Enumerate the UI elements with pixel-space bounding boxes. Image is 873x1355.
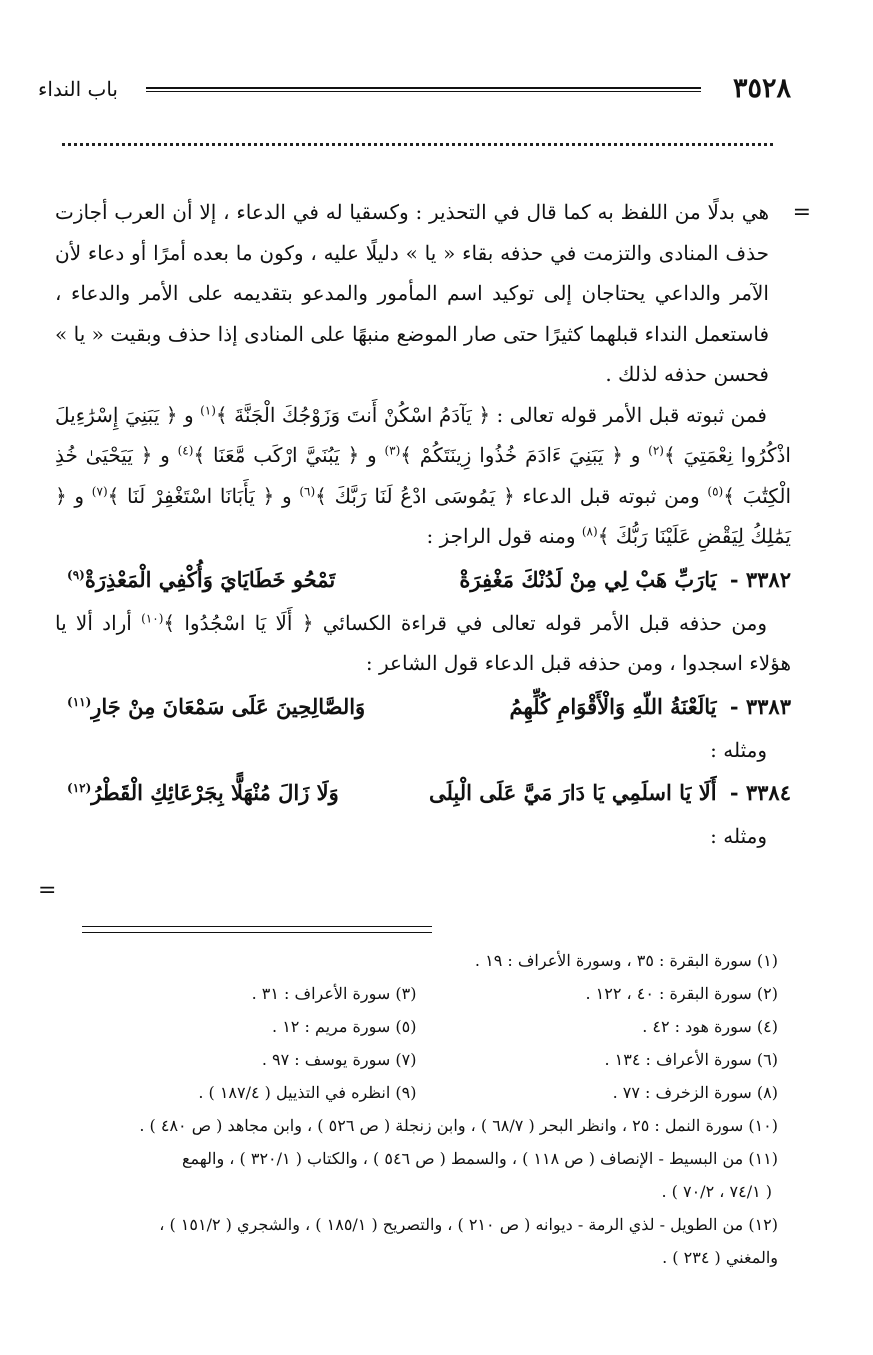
footnote-ref: (٥): [707, 483, 724, 498]
continuation-mark: =: [792, 200, 811, 225]
hemistich-2: وَلَا زَالَ مُنْهَلًّا بِجَرْعَائِكِ الْقَطْرُ: [91, 780, 339, 805]
footnote-7: (٧) سورة يوسف : ٩٧ .: [261, 1050, 417, 1069]
text-run: و ﴿ يَبَنِيَ ءَادَمَ خُذُوا زِينَتَكُمْ ﴾: [400, 443, 649, 467]
dotted-separator: [62, 143, 773, 146]
footnote-ref: (٨): [581, 524, 598, 539]
header-rule: [146, 87, 701, 92]
verse-3382: [55, 559, 791, 601]
verse-3383: [55, 686, 791, 728]
footnote-ref: (١٠): [141, 610, 164, 625]
verse-number: ٣٣٨٢ -: [729, 566, 791, 592]
mithluh-label-1: ومثله :: [710, 737, 767, 762]
text-run: و ﴿ يَبُنَيَّ ارْكَب مَّعَنَا ﴾: [193, 443, 385, 467]
hemistich-1: يَارَبِّ هَبْ لِي مِنْ لَدُنْكَ مَغْفِرَةْ: [459, 566, 717, 592]
verse-second-half: [55, 772, 339, 814]
footnote-row: [55, 1010, 778, 1043]
footnote-9: (٩) انظره في التذييل ( ١٨٧/٤ ) .: [198, 1083, 417, 1102]
footnote-rule-second: [82, 932, 432, 933]
footnote-ref: (٧): [91, 483, 108, 498]
footnote-row: [55, 1076, 778, 1109]
running-header: [38, 72, 791, 108]
hemistich-1: أَلَا يَا اسلَمِي يَا دَارَ مَيَّ عَلَى الْبِلَى: [428, 780, 717, 805]
text-run: ومن حذفه قبل الأمر قوله تعالى في قراءة الكسائي ﴿ أَلَا يَا اسْجُدُوا ﴾: [163, 610, 767, 635]
verse-first-half: [365, 686, 791, 728]
mithluh-label-2: ومثله :: [710, 824, 767, 848]
verse-3384: [55, 772, 791, 814]
text-run: و ﴿ يَأَبَانَا اسْتَغْفِرْ لَنَا ﴾: [107, 483, 300, 508]
chapter-title: باب النداء: [38, 77, 118, 101]
paragraph-3: [55, 603, 791, 684]
footnote-ref: (٩): [67, 567, 85, 582]
footnote-rule: [82, 926, 432, 927]
footnote-row: [55, 1043, 778, 1076]
text-run: و ﴿ يَمَٰلِكُ لِيَقْضِ عَلَيْنَا رَبُّكَ ﴾: [55, 483, 791, 548]
footnote-6: (٦) سورة الأعراف : ١٣٤ .: [604, 1050, 778, 1069]
verse-second-half: [55, 686, 365, 728]
verse-first-half: [339, 772, 791, 814]
paragraph-1: هي بدلًا من اللفظ به كما قال في التحذير : وكسقيا له في الدعاء ، إلا أن العرب أجازت حذف المنادى والتزمت في حذفه بقاء « يا » دليلًا عليه ، وكون ما بعده أمرًا أو دعاء لأن الآمر والداعي يحتاجان إلى توكيد اسم المأمور والمدعو بتقديمه على الأمر والدعاء ، فاستعمل النداء قبلهما كثيرًا حتى صار الموضع منبهًا على المنادى إذا حذف وبقيت « يا » فحسن حذفه لذلك .: [55, 200, 769, 386]
continuation-mark-end: =: [38, 878, 57, 903]
footnote-ref: (٢): [648, 443, 664, 458]
paragraph-2: [55, 395, 791, 557]
footnote-ref: (٤): [177, 443, 194, 458]
footnote-1: (١) سورة البقرة : ٣٥ ، وسورة الأعراف : ١٩ .: [474, 951, 778, 970]
hemistich-2: وَالصَّالِحِينَ عَلَى سَمْعَانَ مِنْ جَارِ: [91, 693, 366, 719]
footnote-12-cont: والمغني ( ٢٣٤ ) .: [662, 1248, 778, 1267]
footnote-ref: (١): [200, 402, 216, 417]
hemistich-1: يَالَعْنَةُ اللّهِ وَالْأَقْوَامِ كُلِّهِمُ: [509, 693, 717, 719]
footnote-2: (٢) سورة البقرة : ٤٠ ، ١٢٢ .: [585, 984, 778, 1003]
text-run: أراد ألا يا هؤلاء اسجدوا ، ومن حذفه قبل الدعاء قول الشاعر :: [55, 610, 791, 675]
footnote-ref: (٦): [299, 483, 316, 498]
page-number: ٣٥٢٨: [732, 73, 791, 104]
hemistich-2: تَمْحُو خَطَايَايَ وَأُكْفِي الْمَعْذِرَةْ: [84, 566, 336, 592]
footnote-8: (٨) سورة الزخرف : ٧٧ .: [612, 1083, 778, 1102]
verse-second-half: [55, 559, 335, 601]
main-text: [55, 192, 791, 857]
text-run: فمن ثبوته قبل الأمر قوله تعالى : ﴿ يَآدَمُ اسْكُنْ أَنتَ وَزَوْجُكَ الْجَنَّةَ ﴾: [215, 402, 767, 427]
footnote-ref: (١١): [67, 694, 92, 709]
footnotes: [55, 944, 778, 1274]
footnote-ref: (١٢): [67, 781, 92, 795]
footnote-3: (٣) سورة الأعراف : ٣١ .: [251, 984, 417, 1003]
footnote-row: [55, 977, 778, 1010]
verse-number: ٣٣٨٤ -: [729, 780, 791, 805]
text-run: ومن ثبوته قبل الدعاء ﴿ يَمُوسَى ادْعُ لَنَا رَبَّكَ ﴾: [315, 483, 708, 508]
footnote-12: (١٢) من الطويل - لذي الرمة - ديوانه ( ص ٢١٠ ) ، والتصريح ( ١٨٥/١ ) ، والشجري ( ١٥١/٢ ) ،: [159, 1215, 778, 1234]
footnote-11: (١١) من البسيط - الإنصاف ( ص ١١٨ ) ، والسمط ( ص ٥٤٦ ) ، والكتاب ( ٣٢٠/١ ) ، والهمع: [181, 1149, 778, 1168]
footnote-10: (١٠) سورة النمل : ٢٥ ، وانظر البحر ( ٦٨/٧ ) ، وابن زنجلة ( ص ٥٢٦ ) ، وابن مجاهد ( ص ٤٨٠ ) .: [139, 1116, 778, 1135]
verse-number: ٣٣٨٣ -: [729, 693, 791, 719]
footnote-5: (٥) سورة مريم : ١٢ .: [272, 1017, 417, 1036]
text-run: ومنه قول الراجز :: [426, 524, 582, 548]
verse-first-half: [335, 559, 791, 601]
footnote-11-cont: ( ٧٤/١ ، ٧٠/٢ ) .: [661, 1182, 772, 1201]
footnote-ref: (٣): [384, 443, 401, 458]
footnote-4: (٤) سورة هود : ٤٢ .: [642, 1017, 778, 1036]
text-run: و ﴿ يَبَنِيَ إِسْرَٰءِيلَ اذْكُرُوا نِعْمَتِيَ ﴾: [55, 402, 791, 467]
text-run: و ﴿ يَيَحْيَىٰ خُذِ الْكِتَٰبَ ﴾: [55, 443, 791, 508]
